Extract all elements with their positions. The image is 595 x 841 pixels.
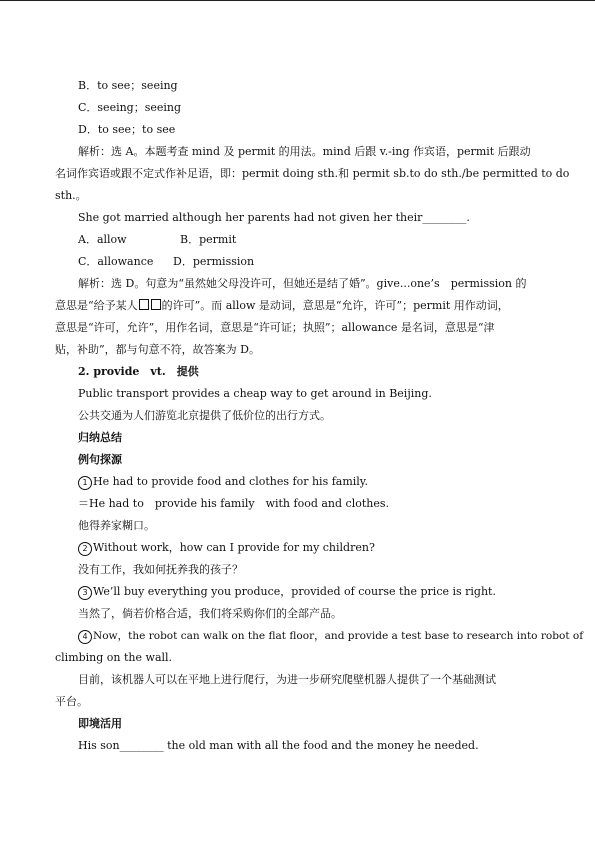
placeholder-box-icon (139, 299, 149, 310)
q2-explanation-line-1: 解析：选 D。句意为“虽然她父母没许可，但她还是结了婚”。give...one’s permission 的 (78, 277, 527, 290)
q2-explanation-line-2 (55, 299, 509, 313)
q2-explanation-line-4: 贴，补助”，都与句意不符，故答案为 D。 (55, 343, 260, 356)
sentence-1-equivalent: ＝He had to provide his family with food and clothes. (78, 497, 390, 510)
q2-option-b: B．permit (180, 233, 237, 246)
practice-question: His son________ the old man with all the food and the money he needed. (78, 739, 479, 752)
top-rule (0, 0, 595, 1)
sentence-4-text: Now，the robot can walk on the flat floor，and provide a test base to research into robot of (93, 630, 584, 642)
q1-option-b: B．to see；seeing (78, 79, 178, 92)
q1-explanation-line-1: 解析：选 A。本题考查 mind 及 permit 的用法。mind 后跟 v.-ing 作宾语，permit 后跟动 (78, 145, 531, 158)
q1-option-d: D．to see；to see (78, 123, 176, 136)
q2-option-c: C．allowance (78, 255, 154, 268)
provide-example-en: Public transport provides a cheap way to get around in Beijing. (78, 387, 432, 400)
q2-options-row-2 (78, 255, 254, 269)
practice-heading: 即境活用 (78, 717, 122, 730)
q1-option-c: C．seeing；seeing (78, 101, 182, 114)
circled-number-3: 3 (78, 586, 92, 600)
sentence-1-text: He had to provide food and clothes for his family. (93, 475, 369, 488)
q2-explanation-line-2b: 的许可”。而 allow 是动词，意思是“允许，许可”；permit 用作动词， (161, 299, 509, 312)
q2-options-row-1 (78, 233, 236, 247)
q1-explanation-line-3: sth.。 (55, 189, 87, 202)
sentence-3-en (78, 585, 496, 600)
q2-explanation-line-3: 意思是“许可，允许”，用作名词，意思是“许可证；执照”；allowance 是名词，意思是“津 (55, 321, 495, 334)
q2-option-d: D．permission (173, 255, 255, 268)
provide-heading: 2. provide vt. 提供 (78, 365, 199, 378)
sentence-3-text: We’ll buy everything you produce，provided of course the price is right. (93, 585, 496, 598)
q1-explanation-line-2: 名词作宾语或跟不定式作补足语，即：permit doing sth.和 permit sb.to do sth./be permitted to do (55, 167, 570, 180)
q2-explanation-line-2a: 意思是“给予某人 (55, 299, 138, 312)
circled-number-1: 1 (78, 476, 92, 490)
q2-stem: She got married although her parents had not given her their________. (78, 211, 470, 224)
q2-option-a: A．allow (78, 233, 127, 246)
sentence-3-zh: 当然了，倘若价格合适，我们将采购你们的全部产品。 (78, 607, 342, 620)
sentence-1-zh: 他得养家糊口。 (78, 519, 155, 532)
sentence-4-en-line-2: climbing on the wall. (55, 651, 173, 664)
sentence-2-en (78, 541, 375, 556)
sentence-4-zh-line-2: 平台。 (55, 695, 88, 708)
sentence-4-zh-line-1: 目前，该机器人可以在平地上进行爬行，为进一步研究爬壁机器人提供了一个基础测试 (78, 673, 496, 686)
sentence-4-en-line-1 (78, 629, 583, 644)
placeholder-box-icon (151, 299, 161, 310)
sentence-2-text: Without work，how can I provide for my children? (93, 541, 375, 554)
sentence-2-zh: 没有工作，我如何抚养我的孩子？ (78, 563, 243, 576)
sentence-1-en (78, 475, 368, 490)
circled-number-2: 2 (78, 542, 92, 556)
provide-example-zh: 公共交通为人们游览北京提供了低价位的出行方式。 (78, 409, 331, 422)
source-heading: 例句探源 (78, 453, 122, 466)
circled-number-4: 4 (78, 630, 92, 644)
summary-heading: 归纳总结 (78, 431, 122, 444)
